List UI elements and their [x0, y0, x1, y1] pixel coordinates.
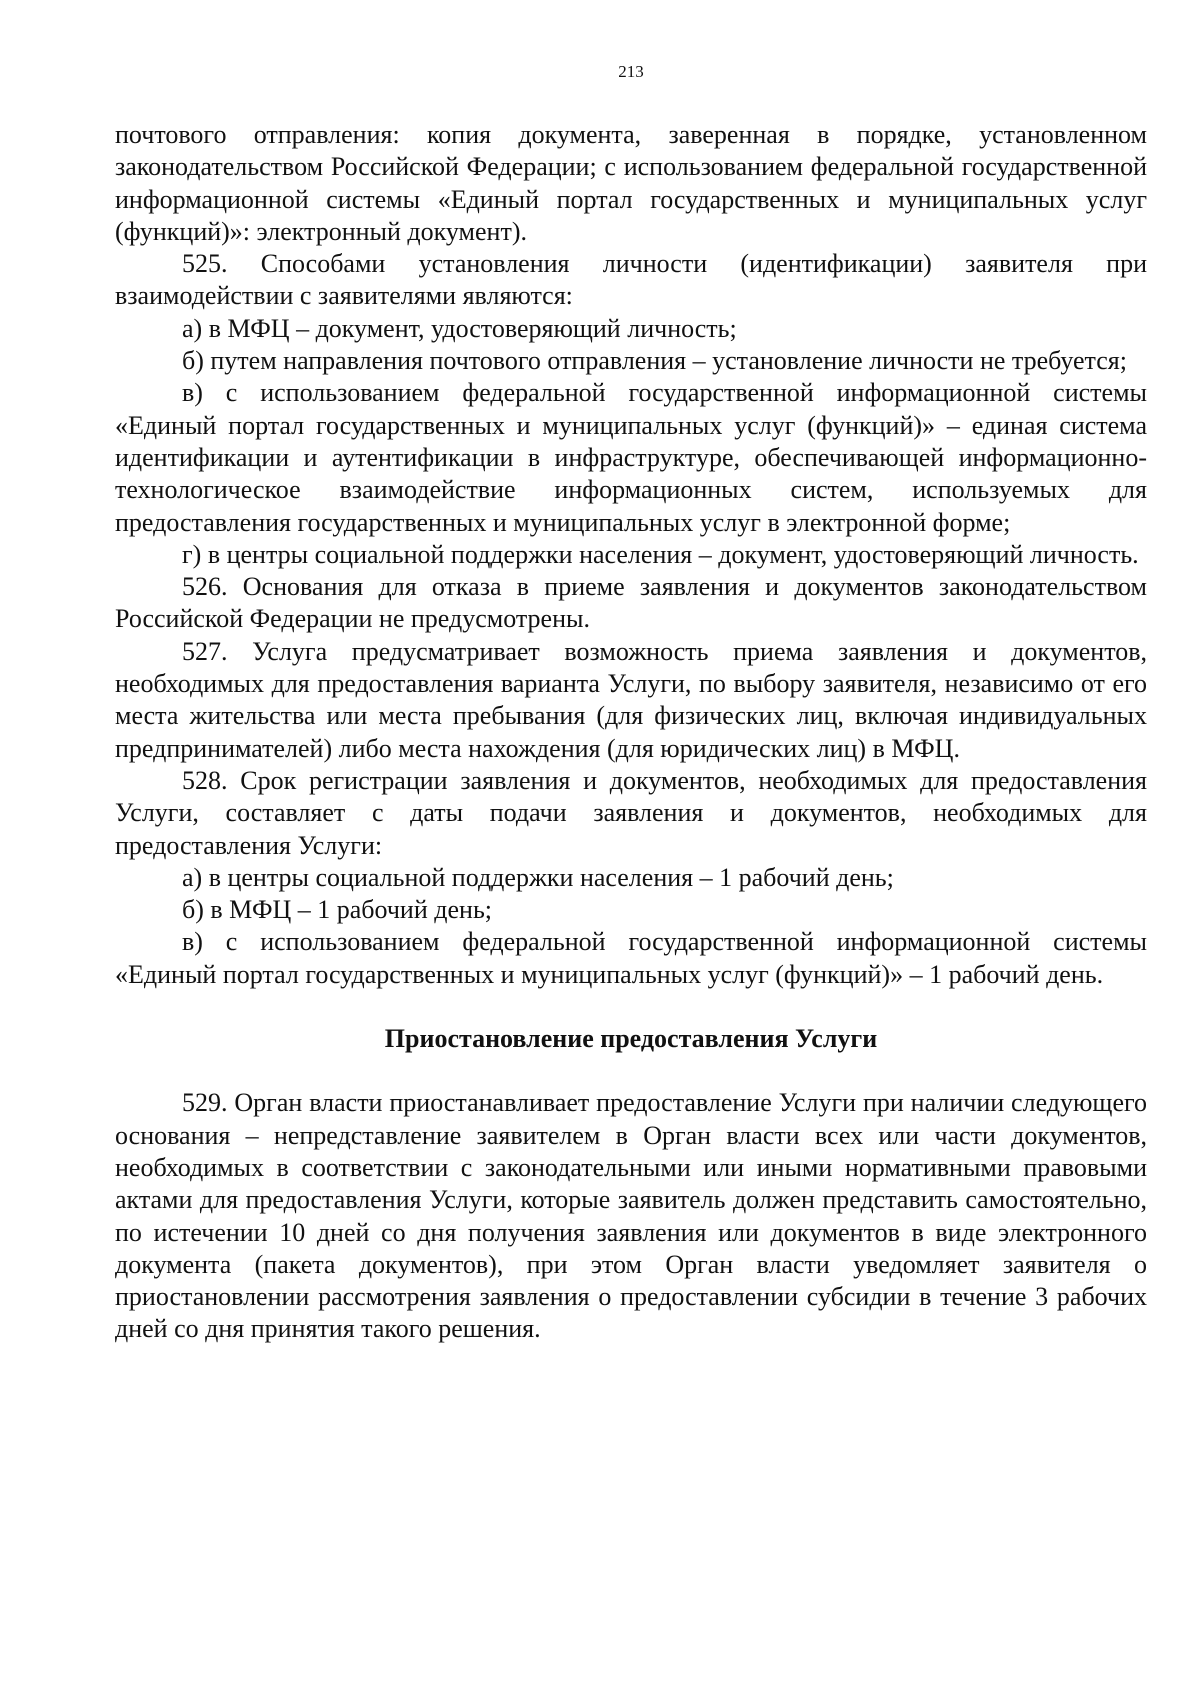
body-text-before: [115, 119, 1147, 991]
paragraph: 528. Срок регистрации заявления и документов, необходимых для предоставления Услуги, составляет с даты подачи заявления и документов, необходимых для предоставления Услуги:: [115, 765, 1147, 860]
paragraph: 525. Способами установления личности (идентификации) заявителя при взаимодействии с заявителями являются:: [115, 249, 1147, 311]
paragraph: в) с использованием федеральной государственной информационной системы «Единый портал государственных и муниципальных услуг (функций)» – 1 рабочий день.: [115, 927, 1147, 989]
paragraph: г) в центры социальной поддержки населения – документ, удостоверяющий личность.: [182, 539, 1139, 569]
paragraph: б) в МФЦ – 1 рабочий день;: [182, 895, 493, 925]
page-number: 213: [618, 62, 644, 81]
paragraph: 526. Основания для отказа в приеме заявления и документов законодательством Российской Федерации не предусмотрены.: [115, 572, 1147, 634]
body-text-after: [115, 1087, 1147, 1345]
paragraph: 527. Услуга предусматривает возможность приема заявления и документов, необходимых для предоставления варианта Услуги, по выбору заявителя, независимо от его места жительства или места пребывания (для физических лиц, включая индивидуальных предпринимателей) либо места нахождения (для юридических лиц) в МФЦ.: [115, 636, 1147, 763]
paragraph: б) путем направления почтового отправления – установление личности не требуется;: [182, 346, 1127, 376]
section-heading: Приостановление предоставления Услуги: [384, 1024, 878, 1054]
paragraph: почтового отправления: копия документа, заверенная в порядке, установленном законодательством Российской Федерации; с использованием федеральной государственной информационной системы «Единый портал государственных и муниципальных услуг (функций)»: электронный документ).: [115, 120, 1147, 246]
paragraph: а) в МФЦ – документ, удостоверяющий личность;: [182, 313, 737, 343]
paragraph: а) в центры социальной поддержки населения – 1 рабочий день;: [182, 862, 894, 892]
paragraph: 529. Орган власти приостанавливает предоставление Услуги при наличии следующего основания – непредставление заявителем в Орган власти всех или части документов, необходимых в соответствии с законодательными или иными нормативными правовыми актами для предоставления Услуги, которые заявитель должен представить самостоятельно, по истечении 10 дней со дня получения заявления или документов в виде электронного документа (пакета документов), при этом Орган власти уведомляет заявителя о приостановлении рассмотрения заявления о предоставлении субсидии в течение 3 рабочих дней со дня принятия такого решения.: [115, 1088, 1147, 1344]
paragraph: в) с использованием федеральной государственной информационной системы «Единый портал государственных и муниципальных услуг (функций)» – единая система идентификации и аутентификации в инфраструктуре, обеспечивающей информационно-технологическое взаимодействие информационных систем, используемых для предоставления государственных и муниципальных услуг в электронной форме;: [115, 378, 1147, 537]
document-page: [115, 62, 1147, 1346]
